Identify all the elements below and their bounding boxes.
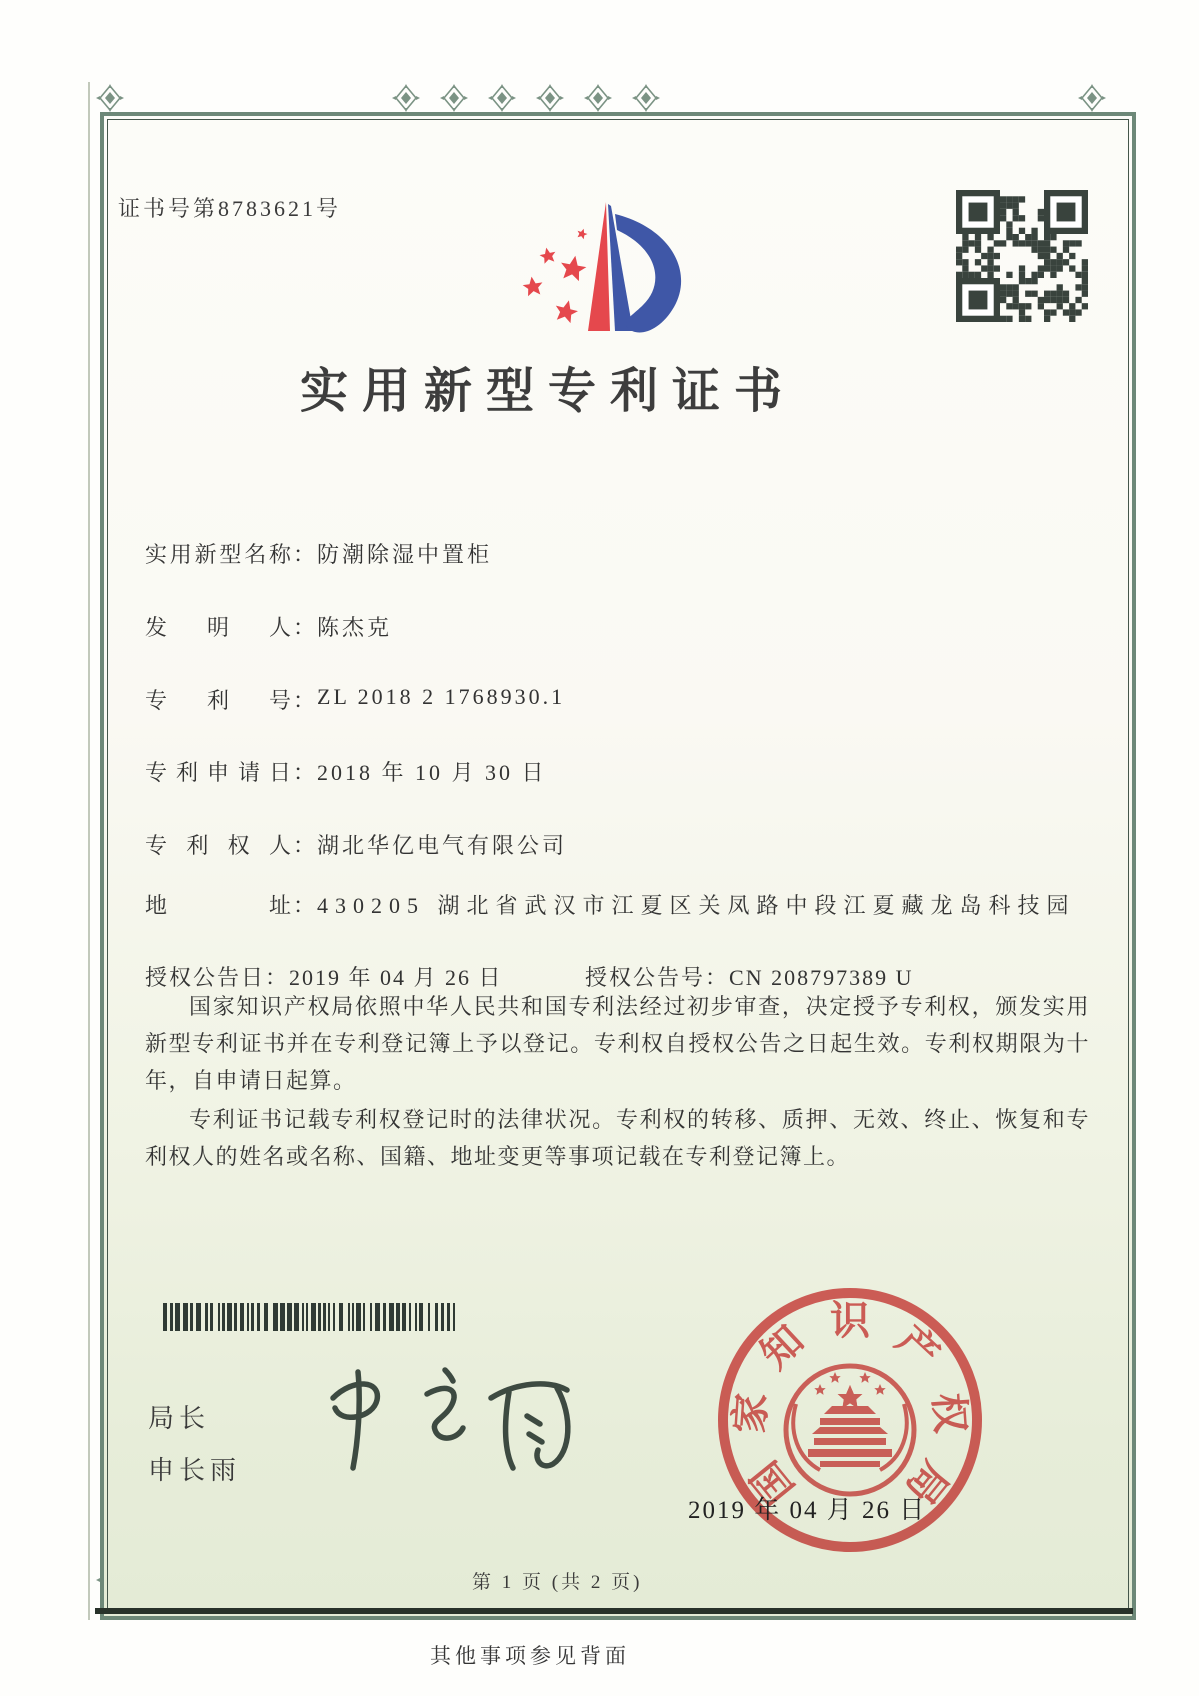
field-label: 实用新型名称 <box>145 542 293 567</box>
field-value: 湖北华亿电气有限公司 <box>317 833 568 858</box>
field-label: 地址 <box>145 893 293 918</box>
grant-date-label: 授权公告日 <box>145 965 266 990</box>
svg-text:识: 识 <box>830 1298 870 1343</box>
barcode <box>163 1303 461 1331</box>
body-paragraph-register-statement: 专利证书记载专利权登记时的法律状况。专利权的转移、质押、无效、终止、恢复和专利权人的姓名或名称、国籍、地址变更等事项记载在专利登记簿上。 <box>145 1107 1090 1169</box>
field-value: 陈杰克 <box>317 615 393 640</box>
commissioner-title-label: 局长 <box>148 1403 211 1433</box>
page-bottom-edge-line <box>95 1608 1133 1614</box>
field-value: 2018 年 10 月 30 日 <box>317 760 547 785</box>
field-colon: ： <box>293 893 318 918</box>
svg-text:产: 产 <box>887 1317 948 1378</box>
field-row-address <box>145 889 1117 923</box>
field-colon: ： <box>293 615 318 640</box>
national-emblem-icon <box>786 1366 914 1494</box>
grant-number-value: CN 208797389 U <box>729 965 914 990</box>
handwritten-signature-icon <box>295 1362 585 1480</box>
commissioner-name: 申长雨 <box>148 1455 242 1485</box>
body-paragraph-grant-statement: 国家知识产权局依照中华人民共和国专利法经过初步审查，决定授予专利权，颁发实用新型专利证书并在专利登记簿上予以登记。专利权自授权公告之日起生效。专利权期限为十年，自申请日起算。 <box>145 994 1090 1093</box>
field-row-inventor <box>145 611 392 642</box>
qr-code <box>956 190 1088 322</box>
field-label: 专利号 <box>145 688 293 713</box>
back-note: 其他事项参见背面 <box>430 1644 630 1668</box>
cnipa-logo-icon <box>478 176 708 334</box>
field-value: 430205 湖北省武汉市江夏区关凤路中段江夏藏龙岛科技园 <box>317 893 1076 918</box>
field-value: ZL 2018 2 1768930.1 <box>317 684 566 709</box>
field-label: 专利权人 <box>145 833 293 858</box>
svg-text:知: 知 <box>752 1317 813 1378</box>
field-colon: ： <box>293 688 318 713</box>
field-colon: ： <box>293 833 318 858</box>
field-colon: ： <box>293 760 318 785</box>
certificate-title: 实用新型专利证书 <box>299 365 796 418</box>
field-label: 专利申请日 <box>145 760 293 785</box>
field-row-patentee <box>145 829 567 860</box>
svg-text:国: 国 <box>742 1452 803 1513</box>
svg-text:权: 权 <box>925 1391 974 1435</box>
field-row-utility-model-name <box>145 538 492 569</box>
field-row-application-date <box>145 756 547 787</box>
field-colon: ： <box>293 542 318 567</box>
field-row-patent-number <box>145 684 565 715</box>
grant-number-label: 授权公告号 <box>585 965 706 990</box>
scan-page-edge <box>88 82 90 1620</box>
page-indicator: 第 1 页 (共 2 页) <box>472 1572 643 1593</box>
svg-text:家: 家 <box>726 1391 775 1435</box>
grant-date-value: 2019 年 04 月 26 日 <box>289 965 503 990</box>
seal-date: 2019 年 04 月 26 日 <box>688 1497 927 1524</box>
svg-text:局: 局 <box>897 1452 958 1513</box>
certificate-number: 证书号第8783621号 <box>118 196 342 221</box>
field-colon: ： <box>265 965 290 990</box>
field-label: 发明人 <box>145 615 293 640</box>
field-colon: ： <box>705 965 730 990</box>
field-value: 防潮除湿中置柜 <box>317 542 493 567</box>
